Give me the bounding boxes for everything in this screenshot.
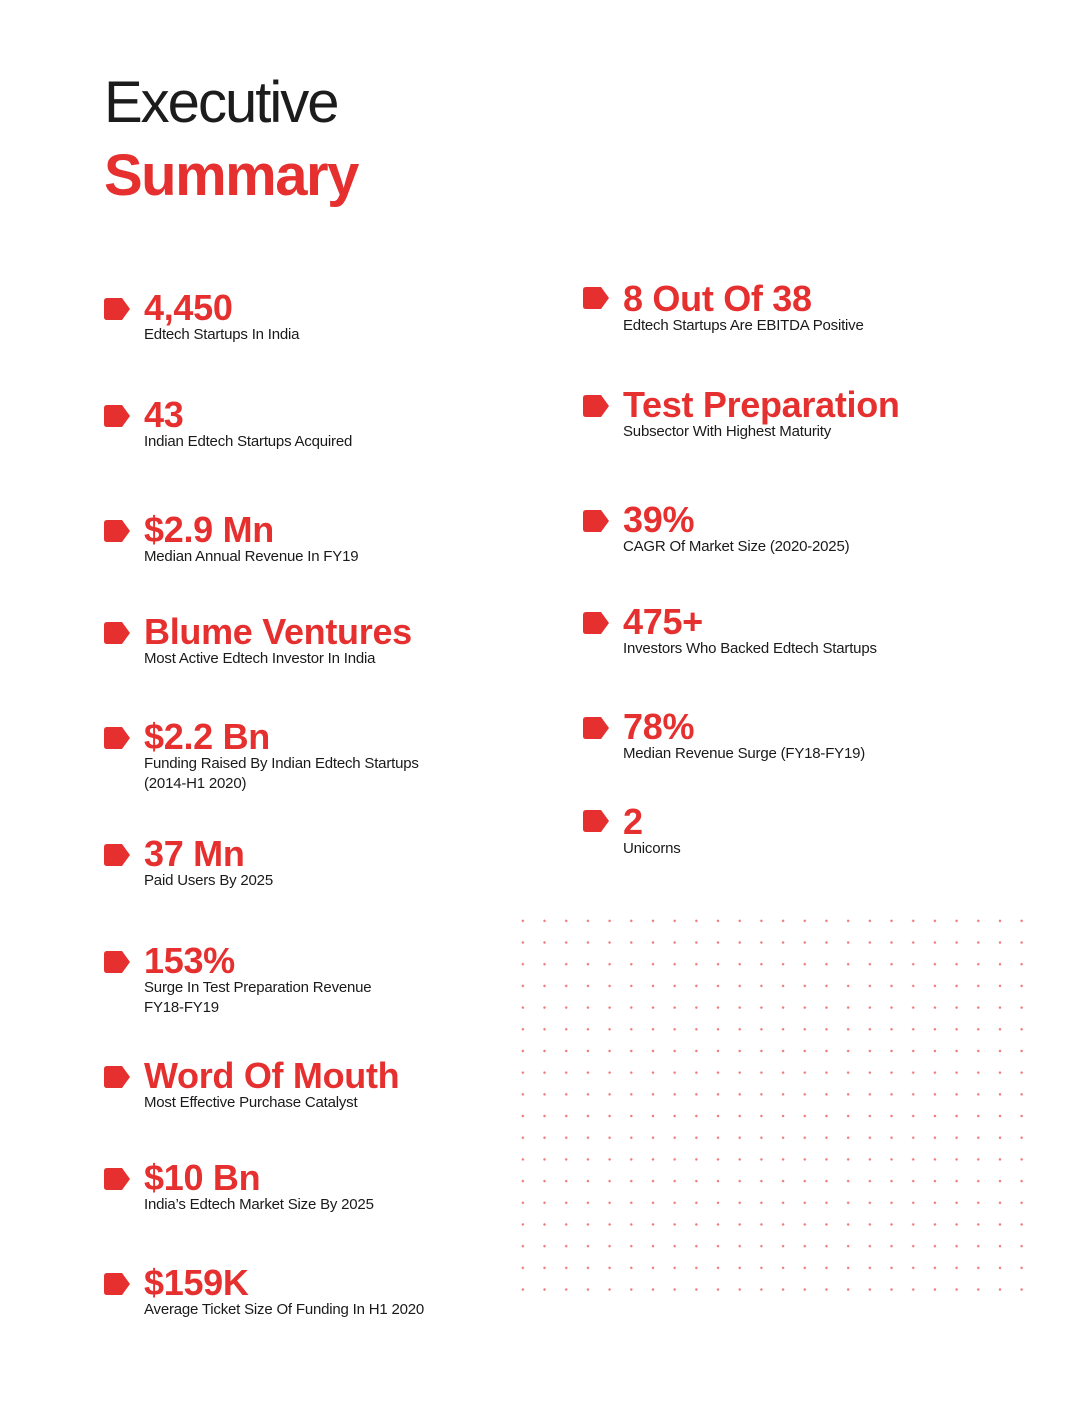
stat-description-line2: FY18-FY19 [144,999,219,1016]
stat-value: 78% [623,706,695,747]
stat-value: 2 [623,801,643,842]
page-title-line1: Executive [104,70,338,135]
stat-value: Word Of Mouth [144,1055,400,1096]
tag-arrow-icon [104,298,130,320]
stat-description-line2: (2014-H1 2020) [144,775,247,792]
stat-value: 37 Mn [144,833,245,874]
stat-value: 4,450 [144,287,233,328]
stat-value: $2.2 Bn [144,716,270,757]
tag-arrow-icon [104,405,130,427]
tag-arrow-icon [583,612,609,634]
stat-description: Investors Who Backed Edtech Startups [623,640,877,657]
tag-arrow-icon [104,1273,130,1295]
stat-description: Average Ticket Size Of Funding In H1 2020 [144,1301,425,1318]
tag-arrow-icon [583,287,609,309]
tag-arrow-icon [104,520,130,542]
tag-arrow-icon [104,951,130,973]
stat-description: Subsector With Highest Maturity [623,423,832,440]
tag-arrow-icon [104,622,130,644]
stat-value: 8 Out Of 38 [623,278,812,319]
stat-value: Blume Ventures [144,611,412,652]
tag-arrow-icon [583,717,609,739]
stat-value: 43 [144,394,184,435]
stat-description: Indian Edtech Startups Acquired [144,433,353,450]
stat-value: 39% [623,499,695,540]
stat-description: Funding Raised By Indian Edtech Startups [144,755,419,772]
decorative-dot-grid [512,910,1024,1302]
stat-description: CAGR Of Market Size (2020-2025) [623,538,850,555]
stat-description: Median Annual Revenue In FY19 [144,548,359,565]
stat-description: Unicorns [623,840,681,857]
stat-description: Paid Users By 2025 [144,872,273,889]
stat-value: 153% [144,940,235,981]
tag-arrow-icon [104,844,130,866]
stat-value: 475+ [623,601,703,642]
tag-arrow-icon [104,1168,130,1190]
tag-arrow-icon [104,727,130,749]
stat-description: Surge In Test Preparation Revenue [144,979,372,996]
stat-description: Most Active Edtech Investor In India [144,650,376,667]
stat-description: Edtech Startups Are EBITDA Positive [623,317,864,334]
stat-description: India’s Edtech Market Size By 2025 [144,1196,374,1213]
stat-value: $10 Bn [144,1157,261,1198]
tag-arrow-icon [583,395,609,417]
stat-value: $2.9 Mn [144,509,274,550]
tag-arrow-icon [583,510,609,532]
stat-value: $159K [144,1262,249,1303]
stat-description: Median Revenue Surge (FY18-FY19) [623,745,866,762]
tag-arrow-icon [104,1066,130,1088]
stat-description: Most Effective Purchase Catalyst [144,1094,358,1111]
stat-description: Edtech Startups In India [144,326,300,343]
stat-value: Test Preparation [623,384,900,425]
tag-arrow-icon [583,810,609,832]
page-title-line2: Summary [104,143,358,208]
